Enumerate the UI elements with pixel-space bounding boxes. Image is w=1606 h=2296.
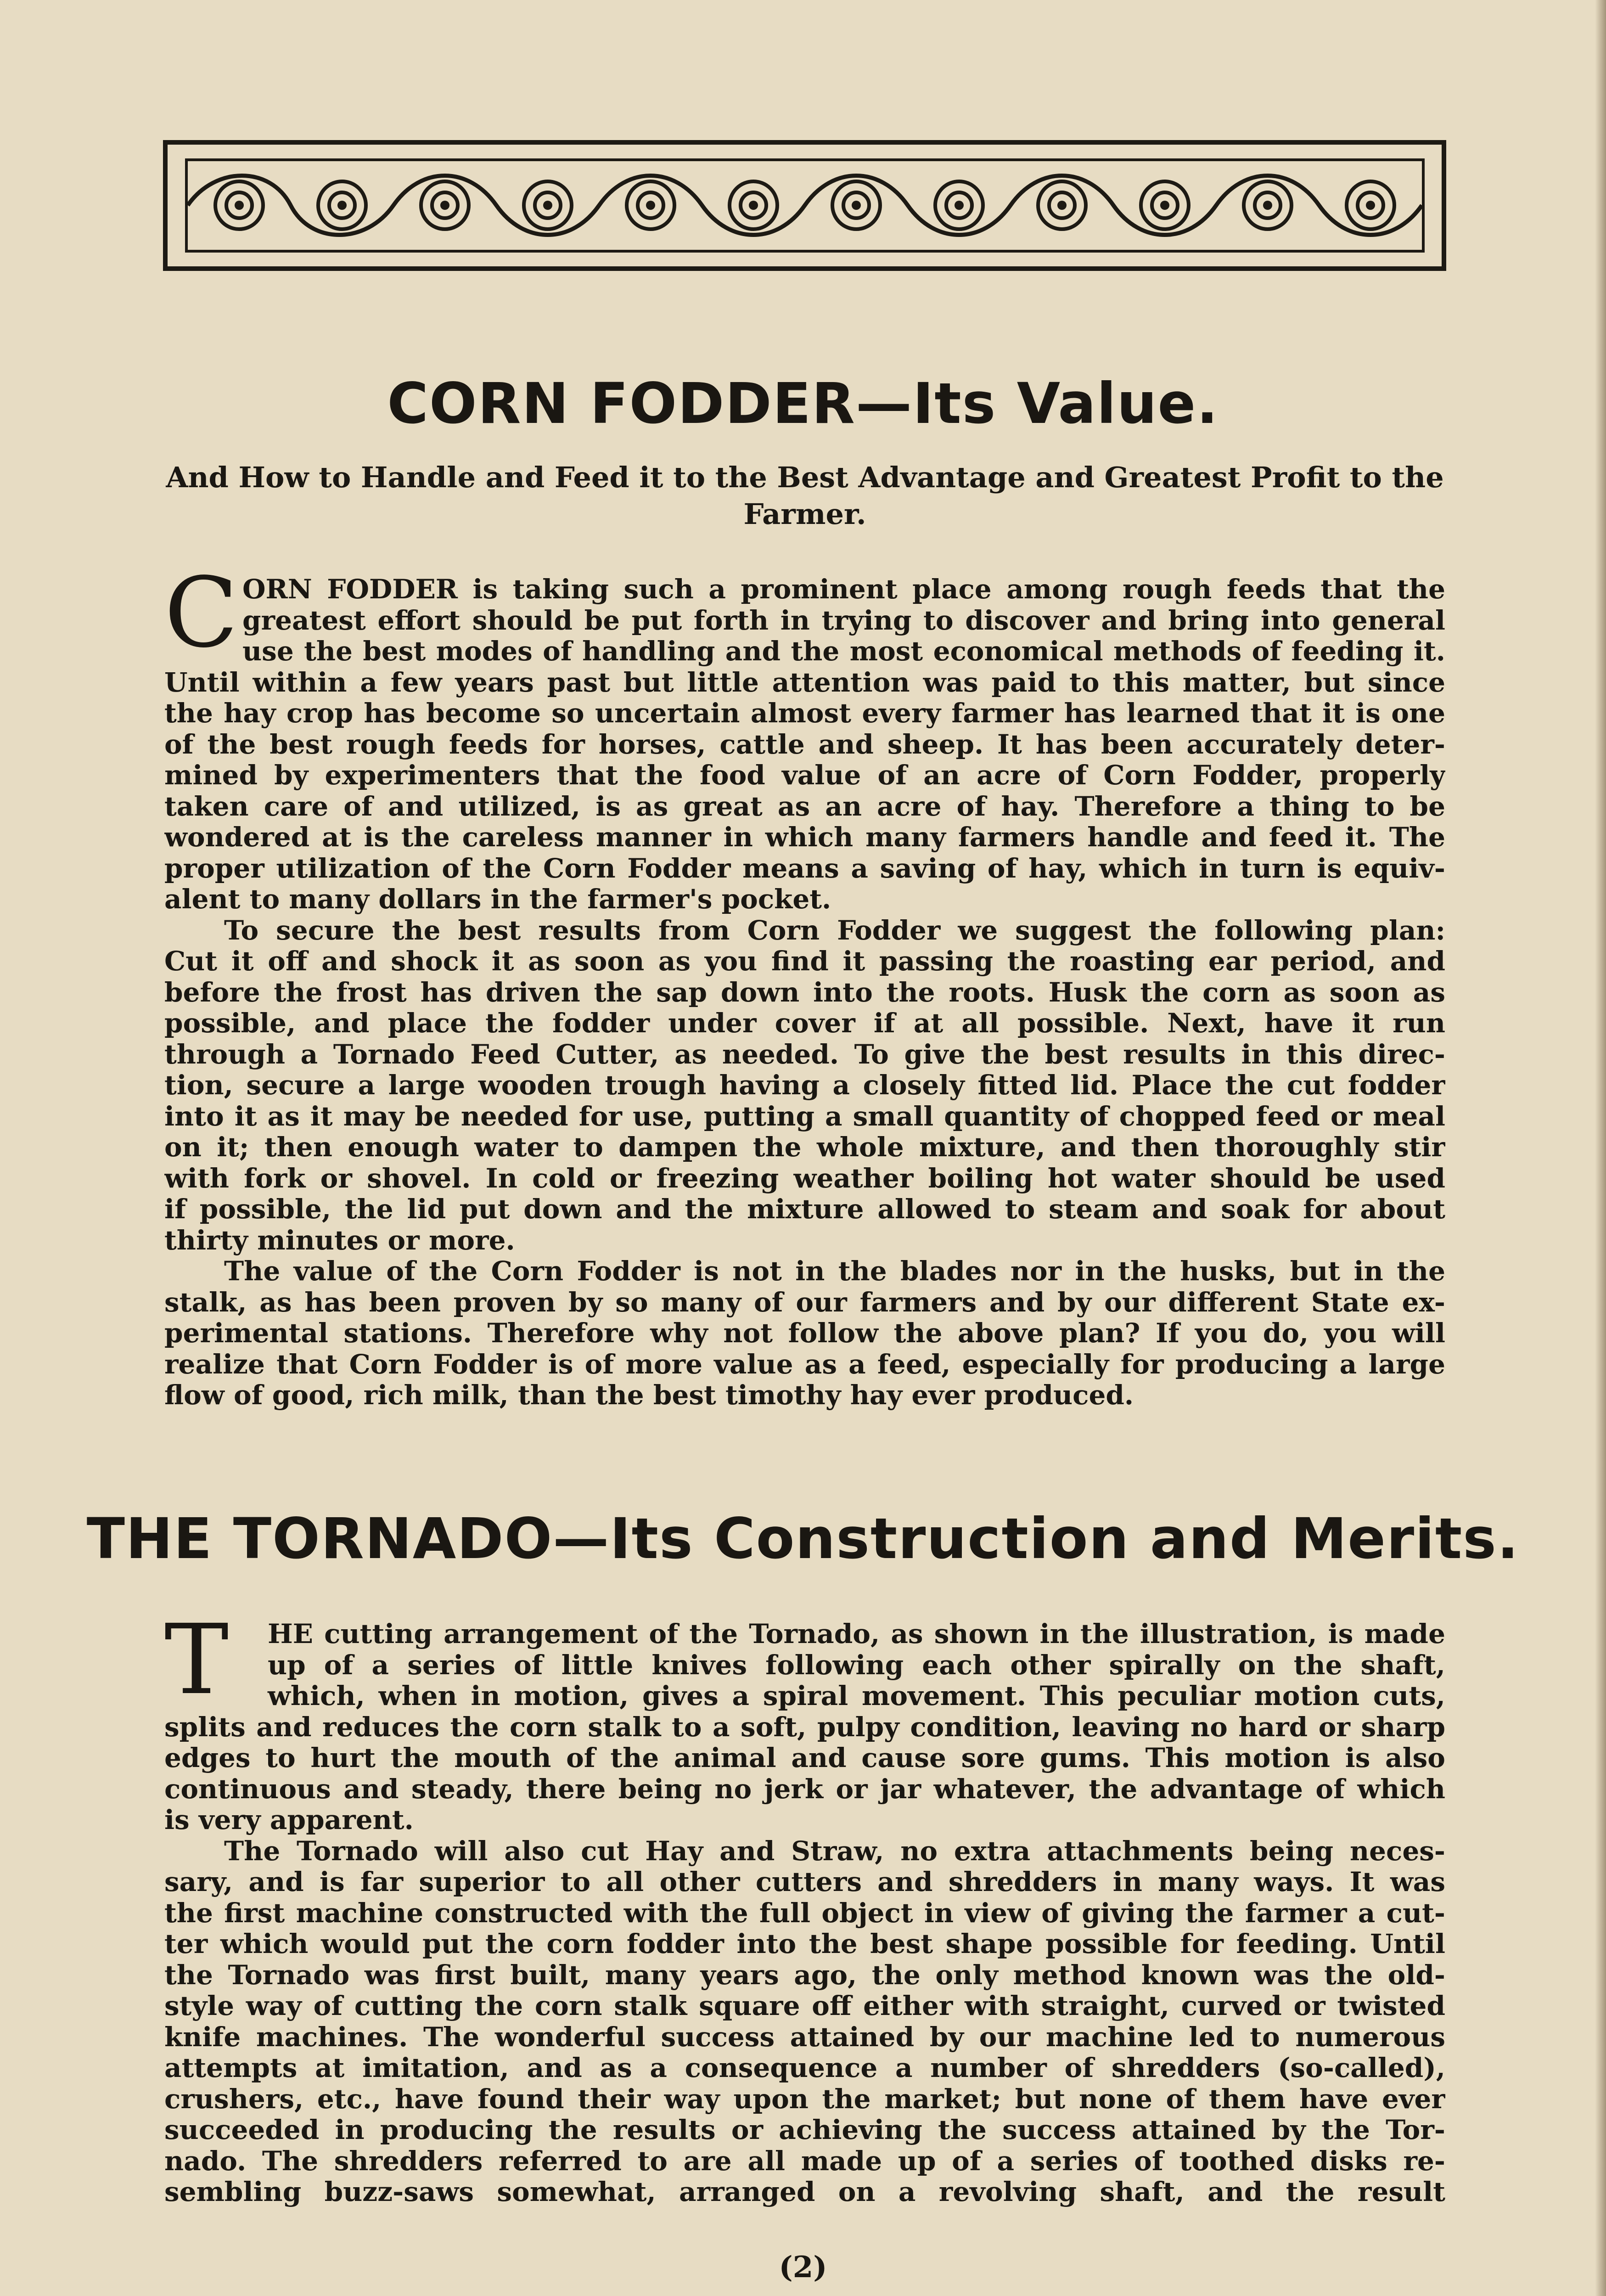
text-line: HE cutting arrangement of the Tornado, as shown in the illustration, is made: [268, 1619, 1445, 1649]
text-line: the first machine constructed with the full object in view of giving the farmer a cut-: [164, 1897, 1445, 1929]
text-line: before the frost has driven the sap down into the roots. Husk the corn as soon as: [164, 977, 1445, 1008]
section1-body: [164, 574, 1445, 1411]
section1-subtitle: And How to Handle and Feed it to the Best Advantage and Greatest Profit to the Farmer.: [166, 461, 1444, 531]
section2-body: [164, 1619, 1445, 2208]
text-line: wondered at is the careless manner in which many farmers handle and feed it. The: [164, 822, 1445, 853]
text-line: splits and reduces the corn stalk to a soft, pulpy condition, leaving no hard or sharp: [164, 1711, 1445, 1743]
text-line: up of a series of little knives following each other spirally on the shaft,: [268, 1649, 1445, 1681]
text-line: ORN FODDER is taking such a prominent place among rough feeds that the: [242, 574, 1445, 605]
text-line: mined by experimenters that the food value of an acre of Corn Fodder, properly: [164, 760, 1445, 791]
text-line: sembling buzz-saws somewhat, arranged on a revolving shaft, and the result: [164, 2177, 1445, 2207]
text-line: crushers, etc., have found their way upon the market; but none of them have ever: [164, 2083, 1445, 2115]
scroll-border-inner: [185, 158, 1425, 253]
scroll-ornament-icon: [188, 161, 1422, 250]
text-line: Cut it off and shock it as soon as you find it passing the roasting ear period, and: [164, 946, 1445, 977]
text-line: The Tornado will also cut Hay and Straw, no extra attachments being neces-: [224, 1835, 1445, 1867]
text-line: the hay crop has become so uncertain almost every farmer has learned that it is one: [164, 698, 1445, 729]
text-line: into it as it may be needed for use, putting a small quantity of chopped feed or meal: [164, 1101, 1445, 1132]
text-line: on it; then enough water to dampen the whole mixture, and then thoroughly stir: [164, 1132, 1445, 1163]
text-line: if possible, the lid put down and the mixture allowed to steam and soak for about: [164, 1194, 1445, 1225]
text-line: style way of cutting the corn stalk square off either with straight, curved or twisted: [164, 1991, 1445, 2021]
text-line: stalk, as has been proven by so many of our farmers and by our different State ex-: [164, 1287, 1445, 1318]
section1-title: CORN FODDER—Its Value.: [387, 371, 1219, 436]
text-line: alent to many dollars in the farmer's pocket.: [164, 884, 831, 915]
text-line: the Tornado was first built, many years ago, the only method known was the old-: [164, 1959, 1445, 1991]
text-line: sary, and is far superior to all other cutters and shredders in many ways. It was: [164, 1867, 1445, 1897]
text-line: Until within a few years past but little attention was paid to this matter, but since: [164, 667, 1445, 698]
text-line: nado. The shredders referred to are all made up of a series of toothed disks re-: [164, 2145, 1445, 2177]
text-line: use the best modes of handling and the most economical methods of feeding it.: [242, 636, 1445, 667]
text-line: with fork or shovel. In cold or freezing weather boiling hot water should be used: [164, 1163, 1445, 1194]
page-number: (2): [779, 2250, 827, 2285]
text-line: of the best rough feeds for horses, cattle and sheep. It has been accurately deter-: [164, 729, 1445, 760]
text-line: succeeded in producing the results or achieving the success attained by the Tor-: [164, 2115, 1445, 2145]
section2-title: THE TORNADO—Its Construction and Merits.: [86, 1506, 1520, 1571]
text-line: possible, and place the fodder under cover if at all possible. Next, have it run: [164, 1008, 1445, 1039]
text-line: taken care of and utilized, is as great as an acre of hay. Therefore a thing to be: [164, 791, 1445, 822]
page-edge-shadow: [1595, 0, 1606, 2296]
text-line: greatest effort should be put forth in trying to discover and bring into general: [242, 605, 1445, 636]
text-line: which, when in motion, gives a spiral movement. This peculiar motion cuts,: [268, 1681, 1445, 1711]
text-line: To secure the best results from Corn Fodder we suggest the following plan:: [224, 915, 1445, 946]
ornamental-scroll-border: [163, 140, 1446, 271]
text-line: continuous and steady, there being no jerk or jar whatever, the advantage of which: [164, 1773, 1445, 1805]
text-line: knife machines. The wonderful success attained by our machine led to numerous: [164, 2021, 1445, 2053]
text-line: attempts at imitation, and as a consequence a number of shredders (so-called),: [164, 2053, 1445, 2083]
text-line: The value of the Corn Fodder is not in the blades nor in the husks, but in the: [224, 1256, 1445, 1287]
section2-dropcap: T: [164, 1604, 229, 1716]
text-line: proper utilization of the Corn Fodder means a saving of hay, which in turn is equiv-: [164, 853, 1445, 884]
text-line: is very apparent.: [164, 1805, 414, 1835]
text-line: ter which would put the corn fodder into the best shape possible for feeding. Until: [164, 1929, 1445, 1959]
text-line: realize that Corn Fodder is of more value as a feed, especially for producing a large: [164, 1349, 1445, 1380]
text-line: through a Tornado Feed Cutter, as needed. To give the best results in this direc-: [164, 1039, 1445, 1070]
text-line: thirty minutes or more.: [164, 1225, 515, 1256]
text-line: flow of good, rich milk, than the best timothy hay ever produced.: [164, 1380, 1134, 1411]
text-line: edges to hurt the mouth of the animal and cause sore gums. This motion is also: [164, 1743, 1445, 1773]
text-line: tion, secure a large wooden trough having a closely fitted lid. Place the cut fodder: [164, 1070, 1445, 1101]
text-line: perimental stations. Therefore why not follow the above plan? If you do, you will: [164, 1318, 1445, 1349]
section1-dropcap: C: [164, 557, 238, 669]
